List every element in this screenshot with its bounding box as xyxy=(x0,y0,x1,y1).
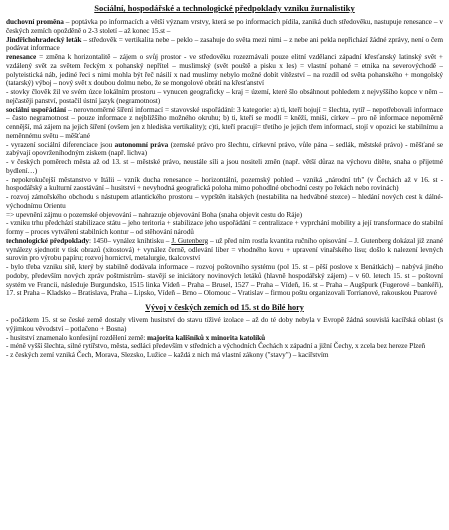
paragraph-overseas-trade: - rozvoj zámořského obchodu s nástupem atlantického prostoru – vyprštěn italských (nestabilita na hedvábné stezce) – hledání nových cest k dálné-východnímu Orientu xyxy=(6,192,443,210)
paragraph-postal-system: - bylo třeba vzniku sítě, který by stabilně dodávala informace – rozvoj poštovního systému (pol 15. st – pěší poslove x Benátkách) – nabývá jiného podoby, především nových zpráv poštmistrům- stavějí se iniciátory novinových letáků (hlavně hospodářský zájem) – v 60. letech 15. st – poštovní systém ve Francii, následuje Burgundsko, 1515 linka Vídeň – Praha – Brusel, 1527 – Praha – Vídeň, 16. st – Praha – Augšpurk (Fugerové – bankéři), 17. st Praha – Kladsko – Bratislava, Praha – Lipsko, Vídeň – Brno – Olomouc – Vratislav – firmou poštu organizovali Torrianové, rakouskou Puarové xyxy=(6,262,443,298)
paragraph-confessional-split: - husitství znamenalo konfesijní rozdělení země: majorita kališníků x minorita katolíků xyxy=(6,332,266,342)
paragraph-exploration: => upevnění zájmu o pozemské objevování – nahrazuje objevování Boha (snaha objevit cestu do Ráje) xyxy=(6,209,302,219)
paragraph-renaissance: renesance = změna k horizontalitě – zájem o svůj prostor - ve středověku rozezmávali pouze elitní vzdělanci západní křesťanský latinský svět + vzdálený svět za světem řeckým x pohanský nepřítel – muslimský (svět pouště a pisku x les) = vlastní pohané = etnika na severovýchodě – polyteistická náb, jediné řeci s nimi mohla být řeč násilí x nad muslimy nebylo možné dobít vítězství – na rozdíl od světa pohanského + mongolský (tatarský) výboj – nový svět x doubou dolmu nebo, že se mongolové obrátí na křesťanství xyxy=(6,52,443,88)
paragraph-hussite-isolation: - počátkem 15. st se české země dostaly vlivem husitství do stavu tíživé izolace – až do té doby nebyla v Evropě žádná souvislá kacířská oblast (s výjimkou věvodství – potlačeno + Bosna) xyxy=(6,315,443,333)
term: technologické předpoklady xyxy=(6,235,90,245)
paragraph-nobility-towns: - méně vyšší šlechta, silné rytířstvo, města, sedláci především v středních a východních Čechách x západní a jižní Čechy, x zcela bez hereze Plzeň xyxy=(6,341,426,351)
term: sociální uspořádání xyxy=(6,104,66,114)
section-czech-lands xyxy=(6,316,443,360)
paragraph-local-space: - stovky člověk žil ve svém úzce lokálním prostoru – vynucen geograficky – kraj = území, které šlo obsáhnout pohledem z nejvyššího kopce v něm – nejčastěji panství, postačil ústní jazyk (negramotnost) xyxy=(6,87,443,105)
paragraph-social-structure: sociální uspořádání – nerovnoměrné šíření informací = stavovské uspořádání: 3 kategorie: a) ti, kteří bojují = šlechta, rytíř – nepotřebovali informace – často negramotnost – pouze informace z nejbližšího možného okruhu; b) ti, kteří se modlí = kněží, mniši, církev – pro ně informace nepoměrně cennější, má zájem na jejich šíření (ovšem jen z hlediska vertikality); c)ti, kteří pracují= třetího je jejich třem informací, stojí v opozici ke stabilnímu a neměnnému světu – měšťané xyxy=(6,104,443,140)
paragraph-crown-lands: - z českých zemí vzniká Čech, Morava, Slezsko, Lužice – každá z nich má vlastní zákony ("stavy") – kacířstvím xyxy=(6,350,329,359)
paragraph-technology: technologické předpoklady: 1450– vynález knihtisku – J. Gutenberg – už před ním rostla kvantita ručního opisování – J. Gutenberg dokázal již znané vynálezy sjednotit v tisk obrazů (xitostová) + vynález černě, odlevání liber = vhodného kovu + upravení vinařského lisu; došlo k nalezení levných surovin pro výrobu papíru; rozvoj hornictví, metalurgie, tkalcovství xyxy=(6,235,443,263)
paragraph-italian-burghers: - nepokrokučejší městanstvo v Itálii – vzník ducha renesance – horizontální, pozemský pohled – vzniká „národní trh" (v Čechách až v 16. st - hospodářský a kulturní zaostávání – husitství + nevyhodná geografická poloha mimo pohodlné obchodní cesty po řekách nebo rovinách) xyxy=(6,174,443,193)
term: majorita kališníků x minorita katolíků xyxy=(147,332,266,342)
term: autonomní práva xyxy=(114,139,169,149)
term: duchovní proměna xyxy=(6,17,64,26)
paragraph-autonomous-rights: - vyrazení sociální diferenciace jsou autonomní práva (zemské právo pro šlechtu, církevní právo, vůle pána – sedlák, městské právo) - měšťané se zabývají opovrženíhodným ziskem (např. lichva) xyxy=(6,139,443,158)
gutenberg-name: J. Gutenberg xyxy=(171,235,209,245)
section-heading-czech-lands: Vývoj v českých zemích od 15. st do Bílé hory xyxy=(145,303,304,312)
paragraph-spiritual-change: duchovní proměna – poptávka po informacích a větší význam vrstvy, která se po informacích pídila, zaniká duch středověku, nastupuje renesance – v českých zemích opožděně o 2-3 století – až konec 15.st – Jindřichohradecký leták – středověk = vertikalita nebe – peklo – zasahuje do světa mezi nimi – z nebe ani pekla nepřichází žádné zprávy, není o čem podávat informace xyxy=(6,17,443,53)
paragraph-state-stabilization: - vzniku trhu předchází stabilizace státu – jeho teritoria + stabilizace jeho uspořádání = centralizace + vyprchání mobility a její transformace do stabilní formy – proces vytváření stabilních kontur – od stěhování národů xyxy=(6,218,443,236)
document-title: Sociální, hospodářské a technologické předpoklady vzniku žurnalistiky xyxy=(94,3,355,13)
section-social-economic xyxy=(6,18,443,298)
term: renesance xyxy=(6,52,37,61)
term: Jindřichohradecký leták xyxy=(6,34,82,44)
paragraph-czech-towns: - v českých poměrech města až od 13. st – městské právo, neustále síli a jsou nositeli změn (např. větší důraz na výchovu dítěte, snaha o přijetmé bydlení…) xyxy=(6,157,443,175)
document-page xyxy=(6,3,443,530)
